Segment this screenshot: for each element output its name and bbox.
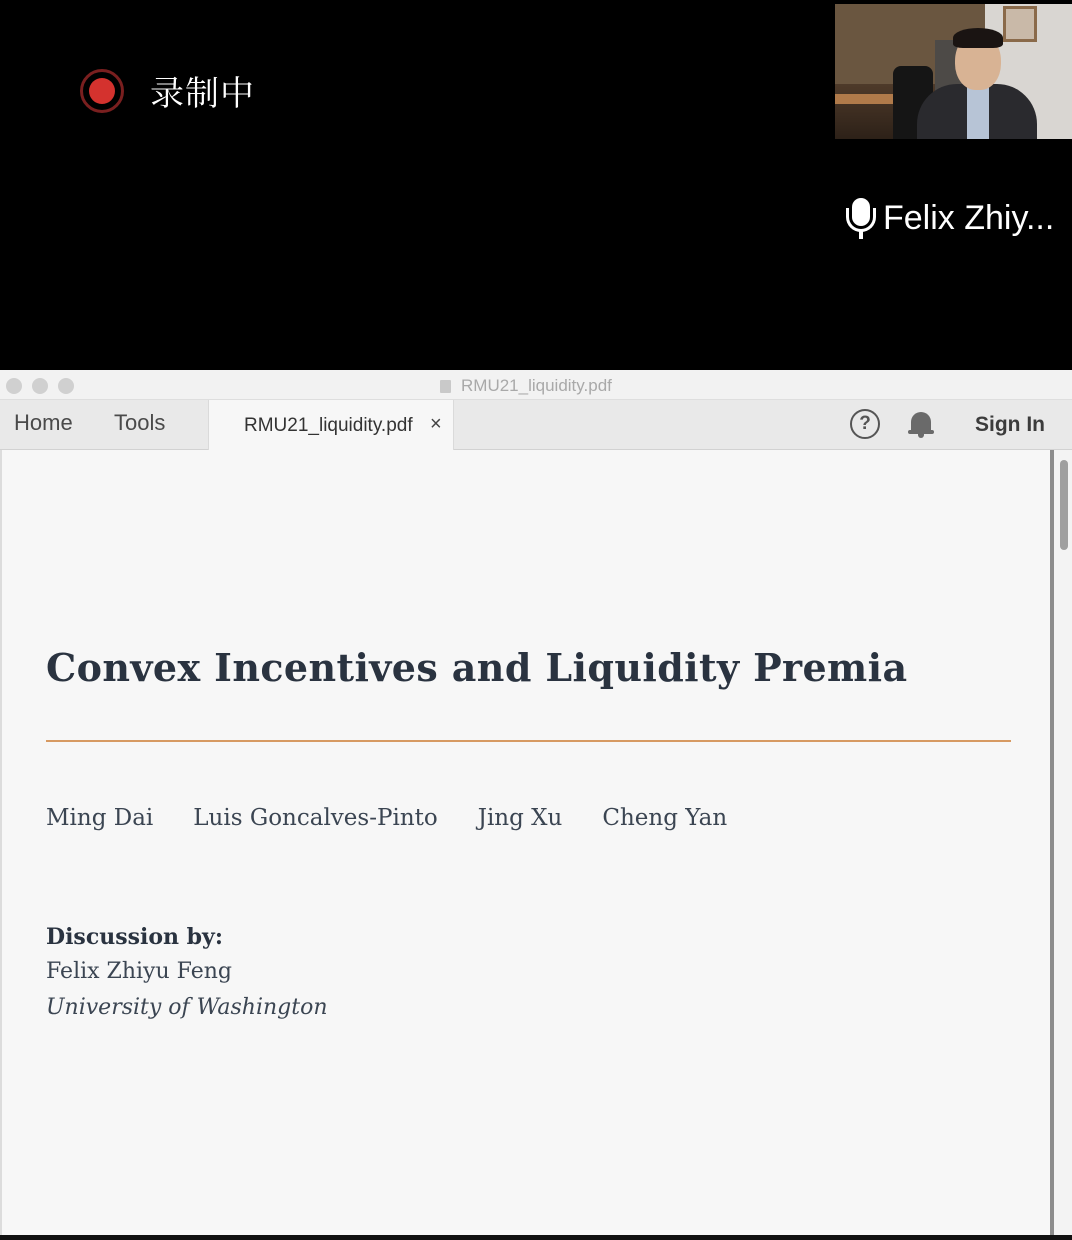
- document-page: [0, 450, 1050, 1235]
- app-toolbar: [0, 400, 1072, 450]
- help-icon[interactable]: ?: [850, 409, 880, 439]
- active-speaker: [843, 196, 1054, 240]
- notification-bell-icon[interactable]: [908, 410, 934, 438]
- window-controls: [6, 378, 74, 394]
- participant-video[interactable]: [835, 4, 1072, 139]
- author-list: [46, 805, 767, 831]
- speaker-name: Felix Zhiy...: [883, 198, 1055, 237]
- discussant-name: Felix Zhiyu Feng: [46, 959, 232, 984]
- scrollbar-thumb[interactable]: [1060, 460, 1068, 550]
- author-name: Ming Dai: [46, 805, 154, 831]
- discussion-heading: Discussion by:: [46, 924, 223, 950]
- tab-home[interactable]: Home: [14, 410, 73, 435]
- discussant-affiliation: University of Washington: [46, 995, 328, 1020]
- sign-in-button[interactable]: Sign In: [975, 413, 1045, 436]
- meeting-overlay: [0, 0, 1072, 370]
- author-name: Jing Xu: [477, 805, 563, 831]
- tab-tools[interactable]: Tools: [114, 410, 166, 435]
- vertical-scrollbar[interactable]: [1050, 450, 1072, 1240]
- recording-label: 录制中: [150, 74, 255, 114]
- minimize-window-button[interactable]: [32, 378, 48, 394]
- close-window-button[interactable]: [6, 378, 22, 394]
- document-tab-label: RMU21_liquidity.pdf: [244, 415, 413, 436]
- document-title: Convex Incentives and Liquidity Premia: [46, 645, 908, 690]
- microphone-icon: [843, 196, 879, 240]
- tab-document[interactable]: [208, 400, 454, 450]
- recording-indicator: [80, 66, 255, 115]
- record-icon: [80, 69, 124, 113]
- title-divider: [46, 740, 1011, 742]
- document-icon: [440, 380, 451, 393]
- bottom-edge: [0, 1235, 1072, 1240]
- zoom-window-button[interactable]: [58, 378, 74, 394]
- pdf-viewer-window: [0, 370, 1072, 1240]
- close-tab-icon[interactable]: ×: [430, 413, 442, 435]
- author-name: Cheng Yan: [602, 805, 728, 831]
- window-title-text: RMU21_liquidity.pdf: [461, 376, 612, 395]
- window-title: [440, 376, 612, 396]
- window-titlebar: [0, 370, 1072, 400]
- author-name: Luis Goncalves-Pinto: [193, 805, 438, 831]
